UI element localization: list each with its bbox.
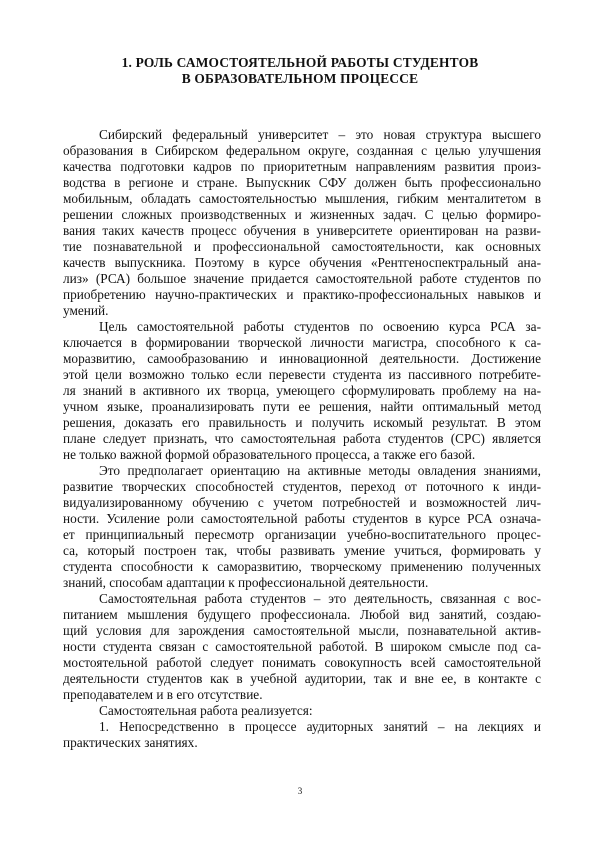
- paragraph-3-line-8: знаний, способам адаптации к профессиональной деятельности.: [63, 575, 429, 590]
- paragraph-1-line-11: приобретению научно-практических и практико-профессиональных навыков и: [63, 287, 541, 302]
- paragraph-4-line-7: преподавателем и в его отсутствие.: [63, 687, 263, 702]
- paragraph-2-line-6: учном языке, проанализировать пути ее решения, найти оптимальный метод: [63, 399, 541, 414]
- paragraph-2-line-2: ключается в формировании творческой личности магистра, способного к са-: [63, 335, 541, 350]
- paragraph-6-line-1: 1. Непосредственно в процессе аудиторных занятий – на лекциях и: [99, 719, 541, 734]
- paragraph-1-line-4: водства в регионе и стране. Выпускник СФУ должен быть профессионально: [63, 175, 541, 190]
- paragraph-3-line-3: видуализированному обучению с учетом потребностей и возможностей лич-: [63, 495, 541, 510]
- paragraph-1-line-6: решении сложных производственных и жизненных задач. С целью формиро-: [63, 207, 541, 222]
- paragraph-6-line-2: практических занятиях.: [63, 735, 198, 750]
- paragraph-3-line-4: ности. Усиление роли самостоятельной работы студентов в курсе РСА означа-: [63, 511, 541, 526]
- heading-line-2: В ОБРАЗОВАТЕЛЬНОМ ПРОЦЕССЕ: [181, 71, 419, 86]
- heading-line-1: 1. РОЛЬ САМОСТОЯТЕЛЬНОЙ РАБОТЫ СТУДЕНТОВ: [121, 55, 479, 70]
- paragraph-2-line-3: моразвитию, самообразованию и инновационной деятельности. Достижение: [63, 351, 541, 366]
- paragraph-1-line-5: мобильным, обладать самостоятельностью мышления, гибким менталитетом в: [63, 191, 541, 206]
- paragraph-1-line-10: лиз» (РСА) большое значение придается самостоятельной работе студентов по: [63, 271, 541, 286]
- paragraph-3-line-5: ет принципиальный пересмотр организации учебно-воспитательного процес-: [63, 527, 541, 542]
- paragraph-2-line-9: не только важной формой образовательного процесса, а также его базой.: [63, 447, 476, 462]
- paragraph-2-line-8: плане следует признать, что самостоятельная работа студентов (СРС) является: [63, 431, 541, 446]
- paragraph-1-line-3: качества подготовки кадров по приоритетным направлениям развития произ-: [63, 159, 541, 174]
- paragraph-4-line-6: деятельности студентов как в учебной аудитории, так и вне ее, в контакте с: [63, 671, 541, 686]
- paragraph-1-line-8: тие познавательной и профессиональной самостоятельности, как основных: [63, 239, 541, 254]
- paragraph-1-line-2: образования в Сибирском федеральном округе, созданная с целью улучшения: [63, 143, 541, 158]
- paragraph-3-line-7: студента способности к саморазвитию, творческому применению полученных: [63, 559, 541, 574]
- paragraph-1-line-1: Сибирский федеральный университет – это новая структура высшего: [99, 127, 541, 142]
- paragraph-4-line-2: питанием мышления будущего профессионала. Любой вид занятий, создаю-: [63, 607, 541, 622]
- paragraph-4-line-4: ности студента связан с самостоятельной работой. В широком смысле под са-: [63, 639, 541, 654]
- paragraph-4-line-5: мостоятельной работой следует понимать совокупность всей самостоятельной: [63, 655, 541, 670]
- paragraph-2-line-4: этой цели возможно только если перевести студента из пассивного потребите-: [63, 367, 541, 382]
- paragraph-1-line-9: качеств выпускника. Поэтому в курсе обучения «Рентгеноспектральный ана-: [63, 255, 541, 270]
- paragraph-4-line-1: Самостоятельная работа студентов – это деятельность, связанная с вос-: [99, 591, 541, 606]
- paragraph-2-line-1: Цель самостоятельной работы студентов по освоению курса РСА за-: [99, 319, 541, 334]
- paragraph-3-line-1: Это предполагает ориентацию на активные методы овладения знаниями,: [99, 463, 541, 478]
- paragraph-3-line-2: развитие творческих способностей студентов, переход от поточного к инди-: [63, 479, 541, 494]
- paragraph-2-line-7: решения, доказать его правильность и получить искомый результат. В этом: [63, 415, 541, 430]
- paragraph-4-line-3: щий условия для зарождения самостоятельной мысли, познавательной актив-: [63, 623, 541, 638]
- section-heading: [40, 55, 560, 87]
- paragraph-5-line-1: Самостоятельная работа реализуется:: [99, 703, 313, 718]
- paragraph-2-line-5: ля знаний в активного их творца, умеющего сформулировать проблему на на-: [63, 383, 541, 398]
- paragraph-3-line-6: са, который построен так, чтобы развивать умение учиться, формировать у: [63, 543, 541, 558]
- paragraph-1-line-12: умений.: [63, 303, 109, 318]
- page-number: 3: [297, 786, 303, 796]
- paragraph-1-line-7: вания таких качеств процесс обучения в университете ориентирован на разви-: [63, 223, 541, 238]
